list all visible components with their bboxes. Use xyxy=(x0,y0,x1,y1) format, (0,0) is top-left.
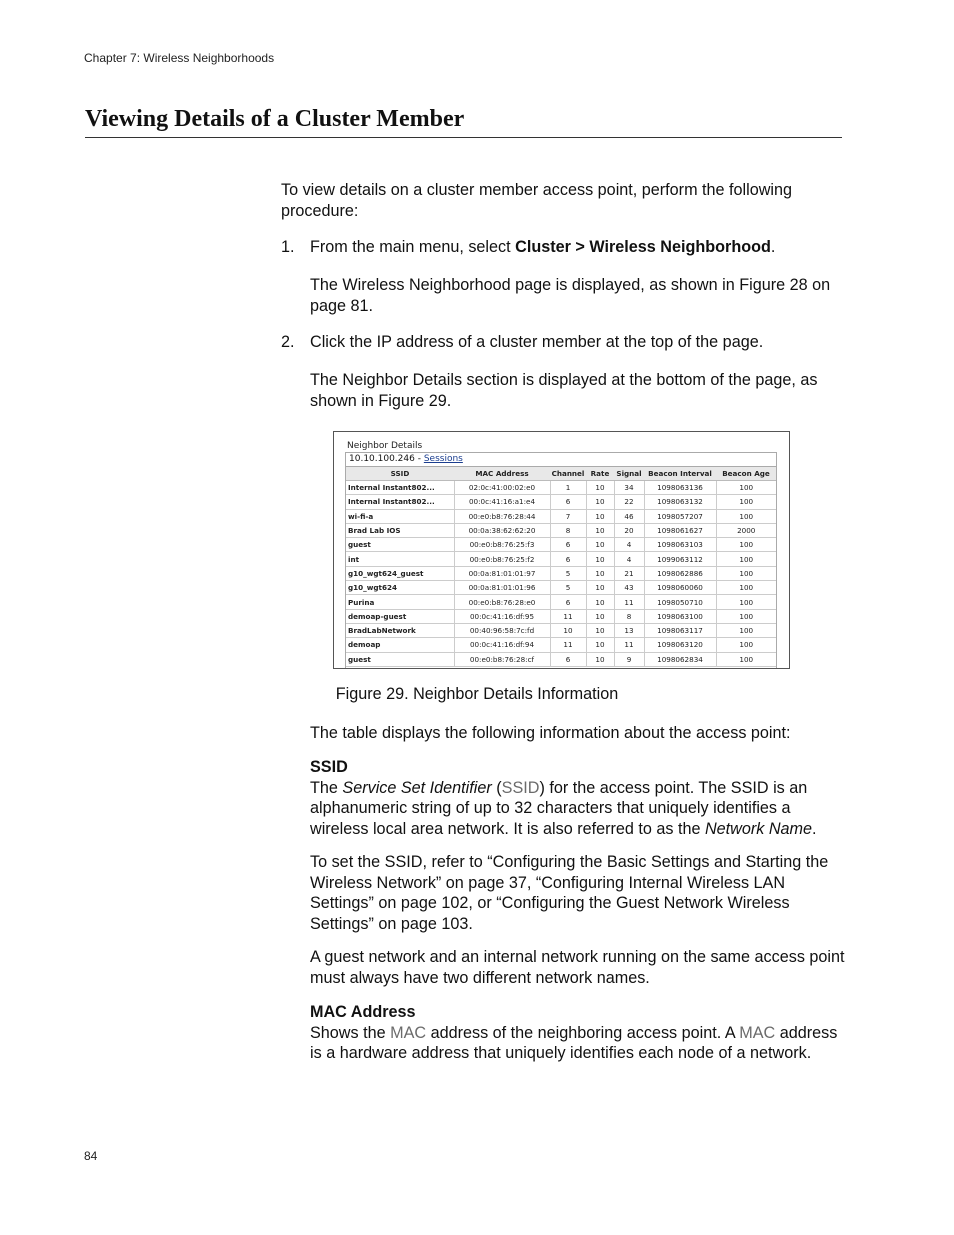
table-row xyxy=(346,552,776,566)
table-cell: 10 xyxy=(586,552,614,566)
table-cell: 2000 xyxy=(716,523,776,537)
table-row xyxy=(346,566,776,580)
table-cell: 100 xyxy=(716,481,776,495)
table-cell: 1098063117 xyxy=(644,623,716,637)
table-cell: 100 xyxy=(716,609,776,623)
ssid-glossary-link[interactable]: SSID xyxy=(501,778,540,797)
table-cell: 5 xyxy=(550,581,586,595)
table-cell: wi-fi-a xyxy=(346,509,454,523)
column-header: Beacon Age xyxy=(716,467,776,481)
table-cell: 6 xyxy=(550,538,586,552)
table-cell: 10 xyxy=(586,623,614,637)
table-cell: 13 xyxy=(614,623,644,637)
table-cell: 6 xyxy=(550,552,586,566)
table-cell: 10 xyxy=(586,581,614,595)
table-cell: 6 xyxy=(550,595,586,609)
table-row xyxy=(346,581,776,595)
mac-glossary-link-1[interactable]: MAC xyxy=(390,1023,427,1042)
table-cell: 4 xyxy=(614,552,644,566)
step-2-result: The Neighbor Details section is displayed at the bottom of the page, as shown in Figure 29. xyxy=(310,371,818,410)
neighbor-table xyxy=(346,467,776,667)
step-2-text: Click the IP address of a cluster member at the top of the page. xyxy=(310,333,764,351)
table-cell: 00:0c:41:16:a1:e4 xyxy=(454,495,550,509)
column-header: Channel xyxy=(550,467,586,481)
table-cell: 1 xyxy=(550,481,586,495)
table-cell: 1099063112 xyxy=(644,552,716,566)
table-cell: 00:0a:38:62:62:20 xyxy=(454,523,550,537)
column-header: MAC Address xyxy=(454,467,550,481)
ssid-reference-paragraph: To set the SSID, refer to “Configuring the Basic Settings and Starting the Wireless Network” on page 37, “Configuring Internal Wireless LAN Settings” on page 102, or “Configuring the Guest Network Wireless Settings” on page 103. xyxy=(310,853,829,933)
table-cell: 21 xyxy=(614,566,644,580)
table-cell: 100 xyxy=(716,509,776,523)
table-cell: 1098050710 xyxy=(644,595,716,609)
sessions-link[interactable]: Sessions xyxy=(423,454,463,464)
step-2-number: 2. xyxy=(281,333,295,351)
table-cell: 1098057207 xyxy=(644,509,716,523)
table-cell: 1098063120 xyxy=(644,638,716,652)
table-body xyxy=(346,481,776,667)
step-1-result: The Wireless Neighborhood page is displayed, as shown in Figure 28 on page 81. xyxy=(310,276,831,315)
mac-glossary-link-2[interactable]: MAC xyxy=(739,1023,776,1042)
table-cell: 00:e0:b8:76:25:f3 xyxy=(454,538,550,552)
table-cell: demoap-guest xyxy=(346,609,454,623)
table-cell: 00:0a:81:01:01:97 xyxy=(454,566,550,580)
table-cell: 10 xyxy=(586,652,614,666)
step-1-number: 1. xyxy=(281,238,295,256)
table-cell: 100 xyxy=(716,566,776,580)
table-cell: BradLabNetwork xyxy=(346,623,454,637)
table-row xyxy=(346,495,776,509)
table-intro: The table displays the following information about the access point: xyxy=(310,724,791,742)
table-row xyxy=(346,638,776,652)
page-number: 84 xyxy=(84,1149,98,1163)
table-cell: 4 xyxy=(614,538,644,552)
table-row xyxy=(346,538,776,552)
table-cell: 10 xyxy=(586,566,614,580)
table-cell: g10_wgt624 xyxy=(346,581,454,595)
section-title: Viewing Details of a Cluster Member xyxy=(85,106,842,138)
table-header-row xyxy=(346,467,776,481)
table-cell: 1098060060 xyxy=(644,581,716,595)
table-cell: 11 xyxy=(614,595,644,609)
neighbor-details-figure xyxy=(333,431,790,669)
table-row xyxy=(346,609,776,623)
table-cell: 20 xyxy=(614,523,644,537)
intro-paragraph: To view details on a cluster member access point, perform the following procedure: xyxy=(281,181,793,220)
table-cell: 100 xyxy=(716,638,776,652)
table-cell: 00:e0:b8:76:28:cf xyxy=(454,652,550,666)
table-cell: guest xyxy=(346,538,454,552)
step-1-pre: From the main menu, select xyxy=(310,238,516,256)
table-cell: 6 xyxy=(550,652,586,666)
table-cell: Internal Instant802... xyxy=(346,495,454,509)
table-cell: 100 xyxy=(716,552,776,566)
table-row xyxy=(346,595,776,609)
table-cell: 00:0a:81:01:01:96 xyxy=(454,581,550,595)
table-caption-bar xyxy=(346,453,776,467)
table-cell: g10_wgt624_guest xyxy=(346,566,454,580)
mac-heading: MAC Address xyxy=(310,1003,416,1021)
table-cell: 00:e0:b8:76:25:f2 xyxy=(454,552,550,566)
table-cell: 10 xyxy=(586,538,614,552)
cluster-member-ip: 10.10.100.246 xyxy=(349,454,415,464)
table-cell: 10 xyxy=(586,509,614,523)
column-header: SSID xyxy=(346,467,454,481)
table-cell: 11 xyxy=(550,638,586,652)
table-row xyxy=(346,509,776,523)
table-cell: 100 xyxy=(716,538,776,552)
column-header: Beacon Interval xyxy=(644,467,716,481)
table-row xyxy=(346,481,776,495)
table-cell: demoap xyxy=(346,638,454,652)
ssid-section xyxy=(310,757,845,839)
table-cell: 9 xyxy=(614,652,644,666)
table-cell: 10 xyxy=(586,609,614,623)
table-cell: 00:e0:b8:76:28:44 xyxy=(454,509,550,523)
figure-caption: Figure 29. Neighbor Details Information xyxy=(335,685,619,703)
table-cell: guest xyxy=(346,652,454,666)
table-cell: 7 xyxy=(550,509,586,523)
table-cell: int xyxy=(346,552,454,566)
ssid-heading: SSID xyxy=(310,758,348,776)
column-header: Rate xyxy=(586,467,614,481)
step-1-text xyxy=(310,237,845,258)
table-cell: 1098063103 xyxy=(644,538,716,552)
column-header: Signal xyxy=(614,467,644,481)
table-cell: 100 xyxy=(716,623,776,637)
table-cell: 1098061627 xyxy=(644,523,716,537)
table-cell: 1098063132 xyxy=(644,495,716,509)
table-cell: 11 xyxy=(550,609,586,623)
table-cell: 100 xyxy=(716,652,776,666)
ssid-description: The Service Set Identifier (SSID) for the access point. The SSID is an alphanumeric string of up to 32 characters that uniquely identifies a wireless local area network. It is also referred to as the Network Name. xyxy=(310,778,817,838)
table-cell: 10 xyxy=(586,638,614,652)
table-cell: 100 xyxy=(716,495,776,509)
table-cell: 10 xyxy=(586,523,614,537)
table-cell: 43 xyxy=(614,581,644,595)
table-cell: 00:0c:41:16:df:94 xyxy=(454,638,550,652)
table-cell: 34 xyxy=(614,481,644,495)
table-cell: 00:40:96:58:7c:fd xyxy=(454,623,550,637)
mac-section xyxy=(310,1002,845,1064)
mac-description: Shows the MAC address of the neighboring access point. A MAC address is a hardware address that uniquely identifies each node of a network. xyxy=(310,1023,838,1062)
table-cell: 6 xyxy=(550,495,586,509)
guest-network-note: A guest network and an internal network running on the same access point must always have two different network names. xyxy=(310,948,845,987)
table-cell: 02:0c:41:00:02:e0 xyxy=(454,481,550,495)
table-cell: 10 xyxy=(550,623,586,637)
table-cell: Purina xyxy=(346,595,454,609)
table-cell: 00:0c:41:16:df:95 xyxy=(454,609,550,623)
chapter-header: Chapter 7: Wireless Neighborhoods xyxy=(84,51,275,65)
table-cell: 10 xyxy=(586,595,614,609)
table-cell: 1098062886 xyxy=(644,566,716,580)
table-row xyxy=(346,623,776,637)
table-cell: 22 xyxy=(614,495,644,509)
figure-table-frame xyxy=(345,452,777,669)
table-cell: 00:e0:b8:76:28:e0 xyxy=(454,595,550,609)
table-cell: 5 xyxy=(550,566,586,580)
table-cell: 8 xyxy=(550,523,586,537)
menu-path: Cluster > Wireless Neighborhood xyxy=(515,238,771,256)
table-cell: 1098063136 xyxy=(644,481,716,495)
step-1-post: . xyxy=(770,238,776,256)
table-cell: 1098062834 xyxy=(644,652,716,666)
caption-separator: - xyxy=(414,454,424,464)
table-cell: Brad Lab IOS xyxy=(346,523,454,537)
table-cell: Internal Instant802... xyxy=(346,481,454,495)
table-row xyxy=(346,523,776,537)
table-cell: 100 xyxy=(716,595,776,609)
figure-panel-title: Neighbor Details xyxy=(347,441,423,451)
table-cell: 10 xyxy=(586,481,614,495)
table-cell: 10 xyxy=(586,495,614,509)
table-cell: 1098063100 xyxy=(644,609,716,623)
table-cell: 46 xyxy=(614,509,644,523)
table-cell: 8 xyxy=(614,609,644,623)
table-cell: 100 xyxy=(716,581,776,595)
table-cell: 11 xyxy=(614,638,644,652)
table-row xyxy=(346,652,776,666)
